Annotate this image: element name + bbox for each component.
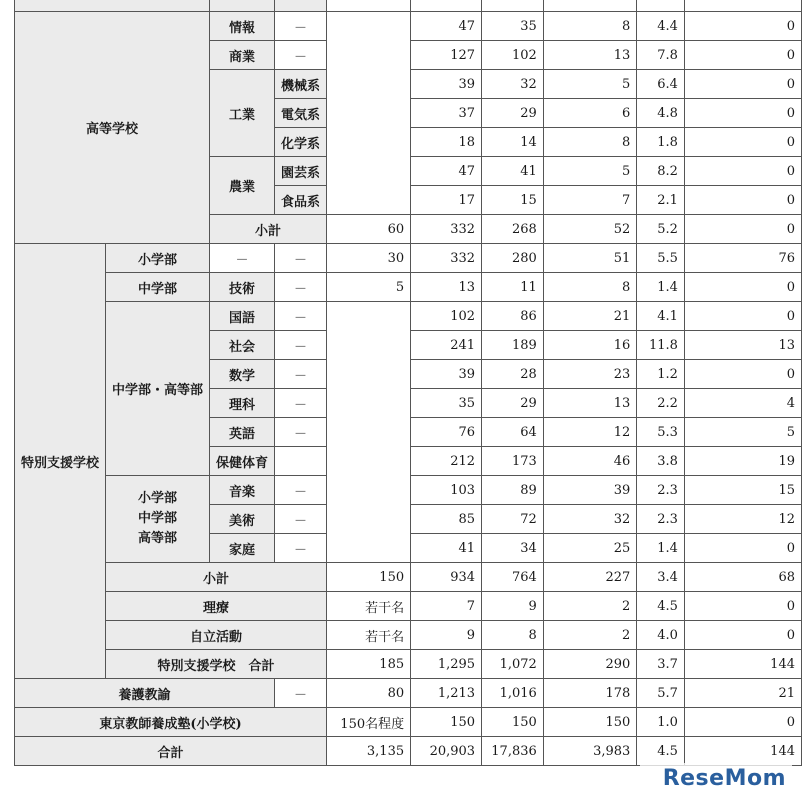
value-cell: 41 xyxy=(482,157,544,186)
value-cell: 25 xyxy=(543,534,637,563)
value-cell: 85 xyxy=(411,505,482,534)
value-cell: 332 xyxy=(411,244,482,273)
sub-cell: 化学系 xyxy=(275,128,327,157)
table-row xyxy=(15,708,802,737)
subtotal-label: 小計 xyxy=(210,215,327,244)
subject-cell: 農業 xyxy=(210,157,275,215)
sub-cell: － xyxy=(275,679,327,708)
value-cell: 212 xyxy=(411,447,482,476)
subject-cell: 技術 xyxy=(210,273,275,302)
table-row xyxy=(15,244,802,273)
subject-cell: 工業 xyxy=(210,70,275,157)
value-cell: 89 xyxy=(482,476,544,505)
value-cell: 76 xyxy=(411,418,482,447)
value-cell: 4.8 xyxy=(637,99,685,128)
value-cell: 4.4 xyxy=(637,12,685,41)
value-cell: 21 xyxy=(684,679,801,708)
value-cell: 39 xyxy=(411,360,482,389)
value-cell: 11 xyxy=(482,273,544,302)
value-cell: 764 xyxy=(482,563,544,592)
value-cell: 0 xyxy=(684,41,801,70)
row-label: 自立活動 xyxy=(106,621,327,650)
value-cell: 102 xyxy=(411,302,482,331)
table-row xyxy=(15,273,802,302)
value-cell: 76 xyxy=(684,244,801,273)
value-cell: 150 xyxy=(411,708,482,737)
value-cell: 150名程度 xyxy=(327,708,411,737)
sub-cell: － xyxy=(275,331,327,360)
value-cell: 52 xyxy=(543,215,637,244)
level-cell: 小学部 xyxy=(106,244,210,273)
resemom-watermark-logo xyxy=(640,763,792,793)
grand-total-label: 合計 xyxy=(15,737,327,766)
level-cell: 中学部・高等部 xyxy=(106,302,210,476)
value-cell: 64 xyxy=(482,418,544,447)
value-cell: 189 xyxy=(482,331,544,360)
value-cell: 0 xyxy=(684,708,801,737)
value-cell: 241 xyxy=(411,331,482,360)
watermark-text: ReseMom xyxy=(662,765,786,791)
row-header-koto: 高等学校 xyxy=(15,12,210,244)
value-cell: 227 xyxy=(543,563,637,592)
value-cell: 1.0 xyxy=(637,708,685,737)
value-cell: 2.1 xyxy=(637,186,685,215)
value-cell: 12 xyxy=(543,418,637,447)
sub-cell: － xyxy=(275,12,327,41)
subject-cell: 数学 xyxy=(210,360,275,389)
sub-cell: － xyxy=(275,41,327,70)
sub-cell: － xyxy=(275,360,327,389)
level-label: 中学部 xyxy=(138,511,178,526)
value-cell: 16 xyxy=(543,331,637,360)
value-cell: 0 xyxy=(684,273,801,302)
quota-cell-empty xyxy=(327,12,411,215)
value-cell: 7 xyxy=(543,186,637,215)
value-cell: 0 xyxy=(684,70,801,99)
value-cell: 8 xyxy=(543,273,637,302)
value-cell: 1.4 xyxy=(637,273,685,302)
row-label: 理療 xyxy=(106,592,327,621)
value-cell: 268 xyxy=(482,215,544,244)
sub-cell-empty xyxy=(275,447,327,476)
value-cell: 5 xyxy=(543,157,637,186)
value-cell: 5 xyxy=(543,70,637,99)
value-cell: 0 xyxy=(684,360,801,389)
value-cell: 86 xyxy=(482,302,544,331)
value-cell: 68 xyxy=(684,563,801,592)
value-cell: 3,983 xyxy=(543,737,637,766)
value-cell: 0 xyxy=(684,592,801,621)
value-cell: 47 xyxy=(411,12,482,41)
value-cell: 4.5 xyxy=(637,737,685,766)
table-row-grand-total xyxy=(15,737,802,766)
subject-cell: 英語 xyxy=(210,418,275,447)
table-row xyxy=(15,679,802,708)
value-cell: 37 xyxy=(411,99,482,128)
value-cell: 173 xyxy=(482,447,544,476)
sub-cell: 園芸系 xyxy=(275,157,327,186)
value-cell: 32 xyxy=(482,70,544,99)
value-cell: 5.5 xyxy=(637,244,685,273)
row-label: 東京教師養成塾(小学校) xyxy=(15,708,327,737)
value-cell: 35 xyxy=(411,389,482,418)
level-cell-multi xyxy=(106,476,210,563)
value-cell: 5 xyxy=(684,418,801,447)
sub-cell: 電気系 xyxy=(275,99,327,128)
value-cell: 178 xyxy=(543,679,637,708)
value-cell: 0 xyxy=(684,128,801,157)
level-label: 高等部 xyxy=(138,531,178,546)
value-cell: 3.7 xyxy=(637,650,685,679)
value-cell: 150 xyxy=(327,563,411,592)
value-cell: 144 xyxy=(684,650,801,679)
table-row-total xyxy=(15,650,802,679)
value-cell: 若干名 xyxy=(327,592,411,621)
value-cell: 7 xyxy=(411,592,482,621)
subject-cell: 家庭 xyxy=(210,534,275,563)
sub-cell: 食品系 xyxy=(275,186,327,215)
value-cell: 2 xyxy=(543,592,637,621)
subject-cell: 国語 xyxy=(210,302,275,331)
value-cell: 3.4 xyxy=(637,563,685,592)
value-cell: 2.3 xyxy=(637,505,685,534)
value-cell: 39 xyxy=(411,70,482,99)
value-cell: 1.4 xyxy=(637,534,685,563)
value-cell: 127 xyxy=(411,41,482,70)
sub-cell: － xyxy=(275,476,327,505)
subtotal-label: 小計 xyxy=(106,563,327,592)
table-row-subtotal xyxy=(15,563,802,592)
value-cell: 51 xyxy=(543,244,637,273)
value-cell: 280 xyxy=(482,244,544,273)
value-cell: 39 xyxy=(543,476,637,505)
subject-cell: 美術 xyxy=(210,505,275,534)
sub-cell: － xyxy=(275,534,327,563)
value-cell: 4.5 xyxy=(637,592,685,621)
value-cell: 3.8 xyxy=(637,447,685,476)
subject-cell: 情報 xyxy=(210,12,275,41)
value-cell: 23 xyxy=(543,360,637,389)
value-cell: 8 xyxy=(543,12,637,41)
value-cell: 3,135 xyxy=(327,737,411,766)
value-cell: 13 xyxy=(543,41,637,70)
subject-cell: 音楽 xyxy=(210,476,275,505)
value-cell: 29 xyxy=(482,389,544,418)
table-row xyxy=(15,12,802,41)
value-cell: 35 xyxy=(482,12,544,41)
value-cell: 19 xyxy=(684,447,801,476)
table-row xyxy=(15,0,802,12)
quota-cell-empty xyxy=(327,302,411,563)
sub-cell: － xyxy=(275,389,327,418)
table-row xyxy=(15,592,802,621)
value-cell: 46 xyxy=(543,447,637,476)
value-cell: 150 xyxy=(482,708,544,737)
sub-cell: － xyxy=(275,302,327,331)
value-cell: 13 xyxy=(684,331,801,360)
value-cell: 34 xyxy=(482,534,544,563)
value-cell: 4 xyxy=(684,389,801,418)
value-cell: 0 xyxy=(684,621,801,650)
row-label: 養護教諭 xyxy=(15,679,275,708)
value-cell: 4.0 xyxy=(637,621,685,650)
table-row xyxy=(15,621,802,650)
value-cell: 32 xyxy=(543,505,637,534)
value-cell: 1,072 xyxy=(482,650,544,679)
value-cell: 5.7 xyxy=(637,679,685,708)
value-cell: 80 xyxy=(327,679,411,708)
value-cell: 0 xyxy=(684,12,801,41)
value-cell: 0 xyxy=(684,215,801,244)
subject-cell: 商業 xyxy=(210,41,275,70)
value-cell: 4.1 xyxy=(637,302,685,331)
value-cell: 0 xyxy=(684,302,801,331)
value-cell: 15 xyxy=(482,186,544,215)
value-cell: 1.2 xyxy=(637,360,685,389)
value-cell: 17,836 xyxy=(482,737,544,766)
value-cell: 15 xyxy=(684,476,801,505)
value-cell: 0 xyxy=(684,99,801,128)
value-cell: 若干名 xyxy=(327,621,411,650)
table-row xyxy=(15,302,802,331)
value-cell: 21 xyxy=(543,302,637,331)
subject-cell: 理科 xyxy=(210,389,275,418)
value-cell: 5.3 xyxy=(637,418,685,447)
value-cell: 11.8 xyxy=(637,331,685,360)
total-label: 特別支援学校 合計 xyxy=(106,650,327,679)
value-cell: 103 xyxy=(411,476,482,505)
subject-cell: 社会 xyxy=(210,331,275,360)
row-header-tokubetsu: 特別支援学校 xyxy=(15,244,106,679)
value-cell: 150 xyxy=(543,708,637,737)
level-label: 小学部 xyxy=(138,491,178,506)
subject-cell: － xyxy=(210,244,275,273)
value-cell: 8 xyxy=(543,128,637,157)
value-cell: 144 xyxy=(684,737,801,766)
value-cell: 2.2 xyxy=(637,389,685,418)
subject-cell: 保健体育 xyxy=(210,447,275,476)
value-cell: 28 xyxy=(482,360,544,389)
value-cell: 20,903 xyxy=(411,737,482,766)
value-cell: 29 xyxy=(482,99,544,128)
value-cell: 332 xyxy=(411,215,482,244)
value-cell: 185 xyxy=(327,650,411,679)
value-cell: 7.8 xyxy=(637,41,685,70)
value-cell: 60 xyxy=(327,215,411,244)
value-cell: 1.8 xyxy=(637,128,685,157)
value-cell: 30 xyxy=(327,244,411,273)
value-cell: 934 xyxy=(411,563,482,592)
value-cell: 0 xyxy=(684,157,801,186)
value-cell: 47 xyxy=(411,157,482,186)
value-cell: 41 xyxy=(411,534,482,563)
value-cell: 13 xyxy=(411,273,482,302)
value-cell: 8.2 xyxy=(637,157,685,186)
value-cell: 13 xyxy=(543,389,637,418)
value-cell: 12 xyxy=(684,505,801,534)
value-cell: 8 xyxy=(482,621,544,650)
value-cell: 5.2 xyxy=(637,215,685,244)
value-cell: 0 xyxy=(684,534,801,563)
value-cell: 14 xyxy=(482,128,544,157)
value-cell: 5 xyxy=(327,273,411,302)
sub-cell: － xyxy=(275,244,327,273)
value-cell: 6.4 xyxy=(637,70,685,99)
value-cell: 72 xyxy=(482,505,544,534)
value-cell: 290 xyxy=(543,650,637,679)
value-cell: 1,016 xyxy=(482,679,544,708)
recruitment-stats-table xyxy=(14,0,802,766)
value-cell: 1,295 xyxy=(411,650,482,679)
value-cell: 2 xyxy=(543,621,637,650)
value-cell: 9 xyxy=(482,592,544,621)
value-cell: 6 xyxy=(543,99,637,128)
sub-cell: － xyxy=(275,273,327,302)
value-cell: 1,213 xyxy=(411,679,482,708)
value-cell: 0 xyxy=(684,186,801,215)
sub-cell: － xyxy=(275,505,327,534)
sub-cell: － xyxy=(275,418,327,447)
sub-cell: 機械系 xyxy=(275,70,327,99)
value-cell: 2.3 xyxy=(637,476,685,505)
value-cell: 18 xyxy=(411,128,482,157)
value-cell: 17 xyxy=(411,186,482,215)
value-cell: 9 xyxy=(411,621,482,650)
level-cell: 中学部 xyxy=(106,273,210,302)
value-cell: 102 xyxy=(482,41,544,70)
